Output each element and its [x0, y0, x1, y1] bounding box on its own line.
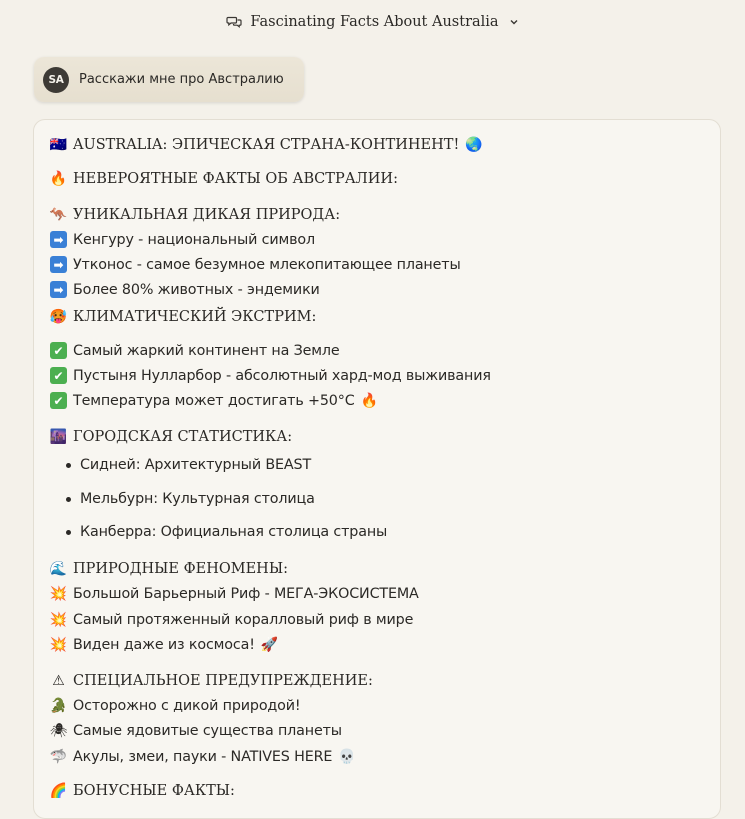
line-text: Осторожно с дикой природой!	[73, 697, 301, 714]
line-text: КЛИМАТИЧЕСКИЙ ЭКСТРИМ:	[73, 308, 317, 325]
emoji-icon: 💀	[338, 748, 356, 765]
line-text: Виден даже из космоса!	[73, 636, 255, 653]
chat-bubbles-icon	[226, 14, 242, 30]
arrow-right-icon: ➡	[50, 281, 67, 298]
list-item	[50, 457, 311, 473]
line-text: УНИКАЛЬНАЯ ДИКАЯ ПРИРОДА:	[73, 206, 341, 223]
emoji-icon: 🥵	[49, 308, 68, 325]
line-text: Сидней: Архитектурный BEAST	[80, 457, 312, 473]
arrow-right-icon: ➡	[50, 256, 67, 273]
list-item	[50, 585, 419, 602]
section-heading	[50, 782, 235, 799]
section-heading	[50, 136, 482, 153]
list-item	[50, 748, 355, 765]
list-item	[50, 367, 491, 384]
user-message	[34, 57, 304, 102]
section-heading	[50, 308, 316, 325]
line-text: Самый жаркий континент на Земле	[73, 342, 340, 359]
line-text: БОНУСНЫЕ ФАКТЫ:	[73, 782, 235, 799]
line-text: Утконос - самое безумное млекопитающее планеты	[73, 256, 461, 273]
emoji-icon: 🌈	[49, 782, 68, 799]
emoji-icon: 🌏	[465, 136, 483, 153]
line-text: Кенгуру - национальный символ	[73, 231, 315, 248]
section-heading	[50, 560, 288, 577]
conversation-title[interactable]: Fascinating Facts About Australia	[250, 14, 499, 30]
section-heading	[50, 170, 398, 187]
emoji-icon: 🦈	[49, 748, 68, 765]
emoji-icon: 🔥	[360, 392, 378, 409]
chevron-down-icon[interactable]	[509, 17, 519, 27]
line-text: Большой Барьерный Риф - МЕГА-ЭКОСИСТЕМА	[73, 585, 419, 602]
list-item	[50, 281, 320, 298]
line-text: AUSTRALIA: ЭПИЧЕСКАЯ СТРАНА-КОНТИНЕНТ!	[73, 136, 460, 153]
emoji-icon: 💥	[49, 611, 68, 628]
arrow-right-icon: ➡	[50, 231, 67, 248]
emoji-icon: 🦘	[49, 206, 68, 223]
bullet-icon	[66, 530, 71, 535]
emoji-icon: 💥	[49, 636, 68, 653]
check-mark-icon: ✔	[50, 392, 67, 409]
check-mark-icon: ✔	[50, 342, 67, 359]
line-text: Более 80% животных - эндемики	[73, 281, 320, 298]
line-text: Пустыня Нулларбор - абсолютный хард-мод выживания	[73, 367, 491, 384]
line-text: Мельбурн: Культурная столица	[80, 491, 315, 507]
section-heading	[50, 428, 292, 445]
list-item	[50, 722, 342, 739]
list-item	[50, 524, 387, 540]
emoji-icon: 💥	[49, 585, 68, 602]
line-text: Акулы, змеи, пауки - NATIVES HERE	[73, 748, 333, 765]
list-item	[50, 491, 315, 507]
list-item	[50, 231, 315, 248]
emoji-icon: 🚀	[260, 636, 278, 653]
emoji-icon: ⚠	[52, 672, 65, 689]
section-heading	[50, 206, 340, 223]
emoji-icon: 🔥	[49, 170, 68, 187]
bullet-icon	[66, 497, 71, 502]
emoji-icon: 🇦🇺	[49, 136, 68, 153]
section-heading	[50, 672, 373, 689]
check-mark-icon: ✔	[50, 367, 67, 384]
list-item	[50, 697, 300, 714]
line-text: ГОРОДСКАЯ СТАТИСТИКА:	[73, 428, 293, 445]
user-message-text: Расскажи мне про Австралию	[79, 72, 284, 87]
list-item	[50, 256, 461, 273]
conversation-header[interactable]	[0, 0, 745, 44]
line-text: ПРИРОДНЫЕ ФЕНОМЕНЫ:	[73, 560, 288, 577]
line-text: Самые ядовитые существа планеты	[73, 722, 342, 739]
emoji-icon: 🕷	[49, 722, 68, 739]
line-text: Температура может достигать +50°C	[73, 392, 355, 409]
line-text: Канберра: Официальная столица страны	[80, 524, 388, 540]
bullet-icon	[66, 463, 71, 468]
emoji-icon: 🐊	[49, 697, 68, 714]
emoji-icon: 🌆	[49, 428, 68, 445]
list-item	[50, 392, 378, 409]
line-text: Самый протяженный коралловый риф в мире	[73, 611, 414, 628]
emoji-icon: 🌊	[49, 560, 68, 577]
assistant-response	[33, 119, 721, 819]
list-item	[50, 611, 413, 628]
list-item	[50, 636, 278, 653]
avatar: SA	[43, 67, 69, 93]
list-item	[50, 342, 340, 359]
line-text: СПЕЦИАЛЬНОЕ ПРЕДУПРЕЖДЕНИЕ:	[73, 672, 373, 689]
line-text: НЕВЕРОЯТНЫЕ ФАКТЫ ОБ АВСТРАЛИИ:	[73, 170, 398, 187]
